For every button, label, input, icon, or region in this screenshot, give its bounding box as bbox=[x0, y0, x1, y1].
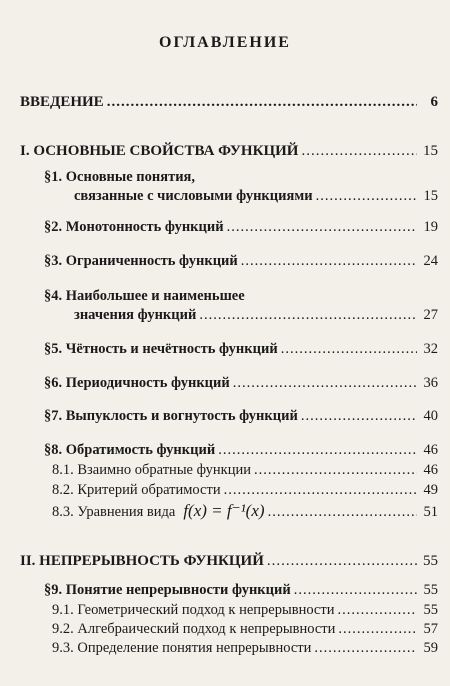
toc-label: §3. Ограниченность функций bbox=[44, 253, 238, 269]
dot-leader bbox=[294, 581, 417, 600]
toc-label: §2. Монотонность функций bbox=[44, 219, 224, 235]
toc-page-number: 51 bbox=[423, 504, 438, 520]
toc-page-number: 15 bbox=[423, 188, 438, 204]
toc-page-number: 40 bbox=[423, 408, 438, 424]
toc-entry-section-1 bbox=[44, 168, 438, 206]
toc-page-number: 46 bbox=[423, 442, 438, 458]
toc-entry-intro bbox=[20, 93, 438, 112]
toc-entry-chapter-1 bbox=[20, 142, 438, 161]
toc-page-number: 15 bbox=[423, 143, 438, 159]
toc-page-number: 55 bbox=[423, 602, 438, 618]
toc-label-line1: §1. Основные понятия, bbox=[44, 169, 196, 185]
dot-leader bbox=[227, 218, 417, 237]
toc-label: ВВЕДЕНИЕ bbox=[20, 94, 104, 110]
toc-label: II. НЕПРЕРЫВНОСТЬ ФУНКЦИЙ bbox=[20, 553, 264, 569]
toc-label: 8.1. Взаимно обратные функции bbox=[52, 462, 251, 478]
toc-page-number: 24 bbox=[423, 253, 438, 269]
toc-label: §7. Выпуклость и вогнутость функций bbox=[44, 408, 298, 424]
dot-leader bbox=[338, 620, 417, 639]
toc-page-number: 36 bbox=[423, 375, 438, 391]
dot-leader bbox=[337, 601, 417, 620]
toc-label-line2: значения функций bbox=[74, 307, 197, 323]
toc-page-number: 55 bbox=[423, 553, 438, 569]
dot-leader bbox=[218, 441, 417, 460]
toc-label: §5. Чётность и нечётность функций bbox=[44, 341, 278, 357]
dot-leader bbox=[268, 503, 417, 522]
dot-leader bbox=[254, 461, 417, 480]
toc-label: §8. Обратимость функций bbox=[44, 442, 216, 458]
toc-entry-section-4 bbox=[44, 287, 438, 325]
toc-page-number: 32 bbox=[423, 341, 438, 357]
page-title: ОГЛАВЛЕНИЕ bbox=[159, 34, 291, 51]
toc-label: §9. Понятие непрерывности функций bbox=[44, 582, 291, 598]
toc-page-number: 59 bbox=[423, 640, 438, 656]
toc-entry-section-6 bbox=[44, 374, 438, 393]
toc-label: 9.1. Геометрический подход к непрерывности bbox=[52, 602, 335, 618]
toc-label: I. ОСНОВНЫЕ СВОЙСТВА ФУНКЦИЙ bbox=[20, 143, 299, 159]
dot-leader bbox=[267, 552, 417, 571]
dot-leader bbox=[314, 639, 417, 658]
toc-label: 9.2. Алгебраический подход к непрерывности bbox=[52, 621, 336, 637]
dot-leader bbox=[281, 340, 417, 359]
toc-page-number: 27 bbox=[423, 307, 438, 323]
toc-entry-subsection-9-3 bbox=[52, 639, 438, 658]
toc-entry-section-2 bbox=[44, 218, 438, 237]
toc-page-number: 57 bbox=[423, 621, 438, 637]
toc-entry-section-8 bbox=[44, 441, 438, 460]
toc-page-number: 19 bbox=[423, 219, 438, 235]
toc-page-number: 46 bbox=[423, 462, 438, 478]
toc-entry-section-5 bbox=[44, 340, 438, 359]
toc-entry-subsection-8-3 bbox=[52, 501, 438, 522]
toc-label: 8.2. Критерий обратимости bbox=[52, 482, 221, 498]
toc-entry-subsection-8-2 bbox=[52, 481, 438, 500]
dot-leader bbox=[241, 252, 417, 271]
toc-entry-section-3 bbox=[44, 252, 438, 271]
toc-entry-subsection-9-1 bbox=[52, 601, 438, 620]
dot-leader bbox=[199, 306, 417, 325]
toc-label: 9.3. Определение понятия непрерывности bbox=[52, 640, 312, 656]
toc-entry-subsection-8-1 bbox=[52, 461, 438, 480]
toc-page-number: 55 bbox=[423, 582, 438, 598]
formula: f(x) = f⁻¹(x) bbox=[183, 501, 265, 520]
dot-leader bbox=[224, 481, 417, 500]
dot-leader bbox=[107, 93, 417, 112]
toc-entry-section-7 bbox=[44, 407, 438, 426]
toc-entry-chapter-2 bbox=[20, 552, 438, 571]
toc-label-line2: связанные с числовыми функциями bbox=[74, 188, 313, 204]
toc-entry-section-9 bbox=[44, 581, 438, 600]
toc-entry-subsection-9-2 bbox=[52, 620, 438, 639]
toc-label: 8.3. Уравнения вида bbox=[52, 504, 176, 520]
dot-leader bbox=[233, 374, 417, 393]
toc-page-number: 6 bbox=[430, 94, 438, 110]
dot-leader bbox=[316, 187, 417, 206]
dot-leader bbox=[301, 142, 417, 161]
toc-label-line1: §4. Наибольшее и наименьшее bbox=[44, 288, 245, 304]
toc-page-number: 49 bbox=[423, 482, 438, 498]
toc-label: §6. Периодичность функций bbox=[44, 375, 230, 391]
dot-leader bbox=[301, 407, 417, 426]
